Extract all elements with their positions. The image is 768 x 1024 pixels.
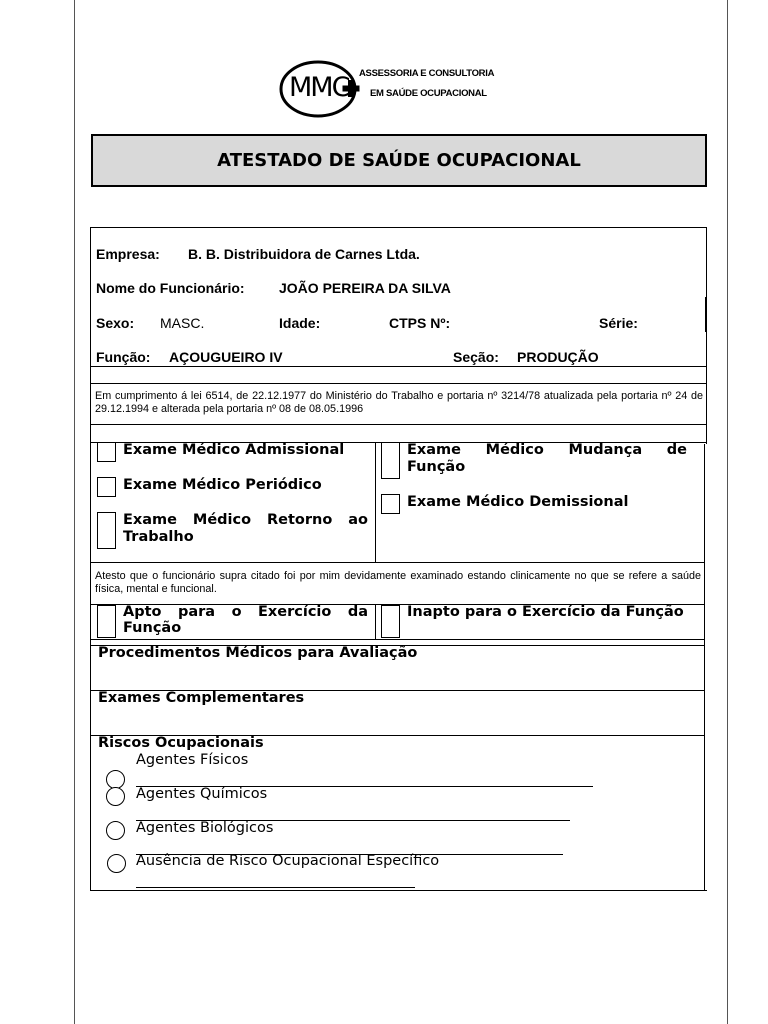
inapto-checkbox[interactable] — [381, 605, 400, 638]
attest-text: Atesto que o funcionário supra citado foi por mim devidamente examinado estando clinicamente no que se refere a saúde física, mental e funcional. — [95, 570, 701, 595]
result-column-divider — [375, 604, 376, 640]
divider-before-legal — [91, 383, 706, 384]
procedimentos-label: Procedimentos Médicos para Avaliação — [98, 645, 418, 661]
form-right-border-low — [704, 444, 705, 891]
admissional-checkbox[interactable] — [97, 442, 116, 462]
agentes-quimicos-label: Agentes Químicos — [136, 786, 268, 802]
periodico-checkbox[interactable] — [97, 477, 116, 497]
empresa-value: B. B. Distribuidora de Carnes Ltda. — [188, 246, 420, 262]
mudanca-checkbox[interactable] — [381, 442, 400, 479]
company-logo — [278, 58, 508, 120]
sexo-value: MASC. — [160, 315, 205, 331]
exam-column-divider — [375, 442, 376, 562]
divider-after-funcao — [91, 366, 706, 367]
retorno-label: Exame Médico Retorno ao Trabalho — [123, 512, 368, 545]
apto-label: Apto para o Exercício da Função — [123, 604, 368, 636]
serie-label: Série: — [599, 315, 638, 331]
agentes-quimicos-radio[interactable] — [106, 787, 125, 806]
secao-label: Seção: — [453, 349, 499, 365]
ausencia-risco-label: Ausência de Risco Ocupacional Específico — [136, 853, 440, 869]
apto-checkbox[interactable] — [97, 605, 116, 638]
mudanca-label: Exame Médico Mudança de Função — [407, 442, 687, 475]
page-title: ATESTADO DE SAÚDE OCUPACIONAL — [217, 150, 581, 171]
divider-after-legal — [91, 424, 706, 425]
agentes-biologicos-label: Agentes Biológicos — [136, 820, 274, 836]
form-right-border-mid — [706, 332, 707, 444]
logo-mmc-text: MMC — [289, 72, 349, 103]
agentes-biologicos-radio[interactable] — [106, 821, 125, 840]
sexo-label: Sexo: — [96, 315, 135, 331]
nome-label: Nome do Funcionário: — [96, 280, 245, 296]
funcao-label: Função: — [96, 349, 151, 365]
demissional-checkbox[interactable] — [381, 494, 400, 514]
funcao-value: AÇOUGUEIRO IV — [169, 349, 283, 365]
empresa-label: Empresa: — [96, 246, 160, 262]
ausencia-risco-underline — [136, 887, 415, 888]
nome-value: JOÃO PEREIRA DA SILVA — [279, 280, 451, 296]
exames-complementares-label: Exames Complementares — [98, 690, 305, 706]
secao-value: PRODUÇÃO — [517, 349, 599, 365]
page-right-edge — [727, 0, 728, 1024]
agentes-fisicos-label: Agentes Físicos — [136, 752, 249, 768]
riscos-title: Riscos Ocupacionais — [98, 735, 264, 751]
admissional-label: Exame Médico Admissional — [123, 442, 345, 458]
logo-tagline-1: ASSESSORIA E CONSULTORIA — [359, 68, 495, 79]
logo-tagline-2: EM SAÚDE OCUPACIONAL — [370, 88, 487, 99]
legal-text: Em cumprimento á lei 6514, de 22.12.1977 do Ministério do Trabalho e portaria nº 3214/78 atualizada pela portaria nº 24 de 29.12.1994 e alterada pela portaria nº 08 de 08.05.1996 — [95, 390, 703, 415]
retorno-checkbox[interactable] — [97, 512, 116, 549]
periodico-label: Exame Médico Periódico — [123, 477, 322, 493]
inapto-label: Inapto para o Exercício da Função — [407, 604, 684, 620]
page-left-edge — [74, 0, 75, 1024]
ctps-label: CTPS Nº: — [389, 315, 451, 331]
divider-after-result — [91, 639, 705, 640]
ausencia-risco-radio[interactable] — [107, 854, 126, 873]
title-banner — [91, 134, 707, 187]
form-right-border-thick — [705, 297, 707, 332]
form-right-border-top — [706, 227, 707, 297]
idade-label: Idade: — [279, 315, 321, 331]
divider-after-exams — [91, 562, 705, 563]
demissional-label: Exame Médico Demissional — [407, 494, 629, 510]
